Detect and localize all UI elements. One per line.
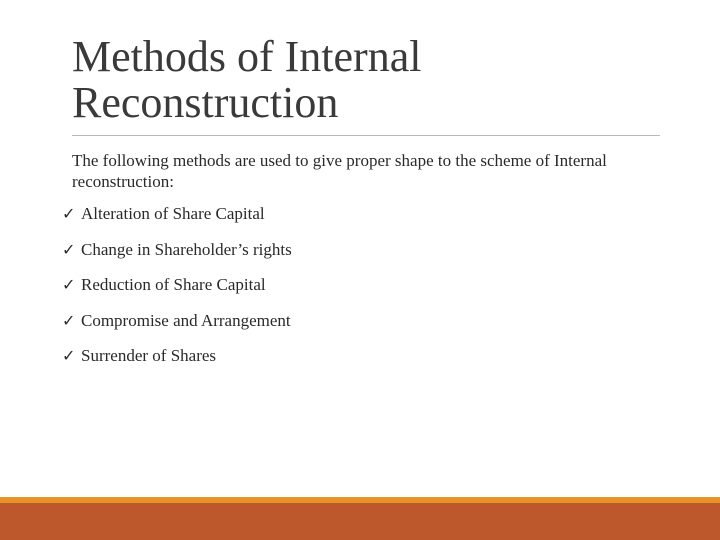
bullet-text: Alteration of Share Capital xyxy=(81,204,265,223)
bullet-text: Surrender of Shares xyxy=(81,346,217,365)
bullet-item xyxy=(62,204,292,240)
bullet-text: Reduction of Share Capital xyxy=(81,275,266,294)
bullet-text: Change in Shareholder’s rights xyxy=(81,239,292,259)
checkmark-icon: ✓ xyxy=(62,239,76,259)
bullet-item xyxy=(62,311,292,347)
bullet-item xyxy=(62,275,292,311)
intro-text: The following methods are used to give proper shape to the scheme of Internal reconstruction: xyxy=(72,151,607,191)
slide-title-line: Methods of Internal xyxy=(72,32,422,81)
bullet-item xyxy=(62,240,292,276)
checkmark-icon: ✓ xyxy=(62,310,76,330)
footer-bar xyxy=(0,503,720,540)
title-divider xyxy=(72,135,660,136)
slide-title xyxy=(72,34,672,126)
checkmark-icon: ✓ xyxy=(62,204,76,223)
bullet-text: Compromise and Arrangement xyxy=(81,310,291,330)
slide-title-line: Reconstruction xyxy=(72,78,339,127)
bullet-item xyxy=(62,346,292,382)
bullet-list xyxy=(62,204,292,382)
checkmark-icon: ✓ xyxy=(62,275,76,294)
checkmark-icon: ✓ xyxy=(62,346,76,365)
